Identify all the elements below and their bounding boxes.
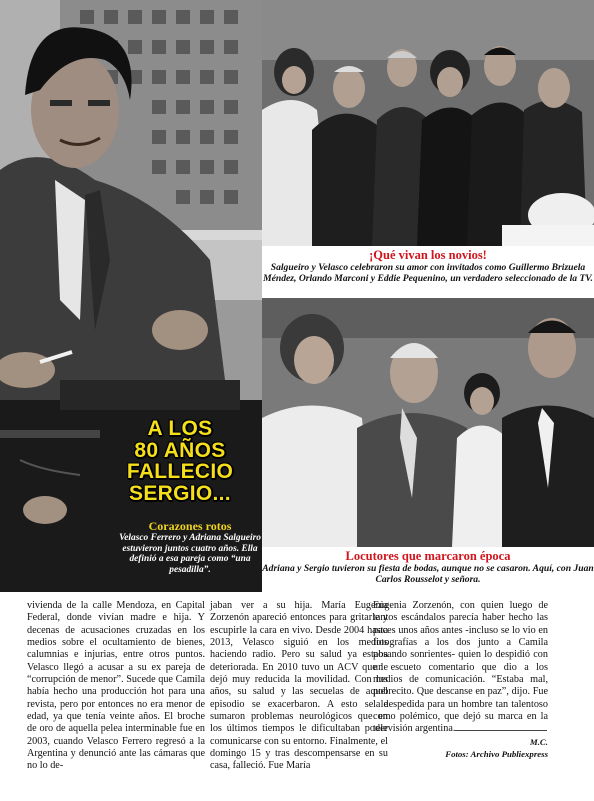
headline-line: A LOS xyxy=(147,417,213,440)
article-text: vivienda de la calle Mendoza, en Capital Federal, donde vivían madre e hija. Y decenas de acusaciones cruzadas en los medios sobre el ocultamiento de bienes, calumnias e injurias, entre otros puntos. Velasco llegó a acusar a su ex pareja de “corrupción de menor”. Sucede que Camila había hecho una producción hot para una revista, pero por entonces no era menor de edad, ya que tenía veinte años. El broche de oro de aquella pelea interminable fue en 2003, cuando Velasco Ferrero regresó a la Argentina y denunció ante las cámaras que no lo de- xyxy=(27,600,205,772)
article-text: jaban ver a su hija. María Eugenia Zorzenón apareció entonces para gritarle y escupirle la cara en vivo. Desde 2004 hasta 2013, Velasco siguió en los medios haciendo radio. Pero su salud ya estaba deteriorada. En 2010 tuvo un ACV que le dejó muy reducida la movilidad. Con los años, su salud y las secuelas de aquel episodio se exacerbaron. A esto se le sumaron problemas neurológicos que en los últimos tiempos le dificultaban poder comunicarse con su entorno. Finalmente, el domingo 15 y tras descompensarse en su casa, falleció. Fue María xyxy=(210,600,388,772)
caption-top-title: ¡Qué vivan los novios! xyxy=(369,248,487,262)
caption-bottom-title: Locutores que marcaron época xyxy=(345,549,511,563)
article-column-3 xyxy=(373,600,548,736)
caption-left-title: Corazones rotos xyxy=(148,519,232,533)
caption-bottom-text: Adriana y Sergio tuvieron su fiesta de bodas, aunque no se casaron. Aquí, con Juan Carlos Rousselot y señora. xyxy=(262,563,594,585)
caption-bottom-photo xyxy=(262,547,594,592)
caption-top-text: Salgueiro y Velasco celebraron su amor con invitados como Guillermo Brizuela Méndez, Orlando Marconi y Eddie Pequenino, un verdadero seleccionado de la TV. xyxy=(263,262,593,284)
credits-divider xyxy=(455,730,547,731)
article-text: Eugenia Zorzenón, con quien luego de tantos escándalos parecía haber hecho las paces unos años antes -incluso se lo vio en fotografías a los dos junto a Camila posando sonrientes- quien lo despidió con un escueto comentario que dio a los medios de comunicación. “Estaba mal, pobrecito. Que descanse en paz”, dijo. Fue la despedida para un hombre tan talentoso como polémico, que dejó su marca en la televisión argentina. xyxy=(373,600,548,735)
article-column-1 xyxy=(27,600,205,773)
author-initials: M.C. xyxy=(529,737,548,747)
headline xyxy=(96,418,264,504)
article-column-2 xyxy=(210,600,388,773)
caption-top-photo xyxy=(262,246,594,298)
caption-left-photo xyxy=(118,520,262,575)
headline-line: SERGIO... xyxy=(129,481,231,505)
photo-credit: Fotos: Archivo Publiexpress xyxy=(445,749,548,759)
headline-line: FALLECIO xyxy=(126,460,234,483)
photo-party-guests xyxy=(262,0,594,246)
caption-left-text: Velasco Ferrero y Adriana Salgueiro estuvieron juntos cuatro años. Ella definió a esa pareja como “una pesadilla”. xyxy=(119,533,261,575)
credits xyxy=(373,736,548,760)
headline-line: 80 AÑOS xyxy=(134,438,226,462)
photo-wedding-party xyxy=(262,298,594,547)
